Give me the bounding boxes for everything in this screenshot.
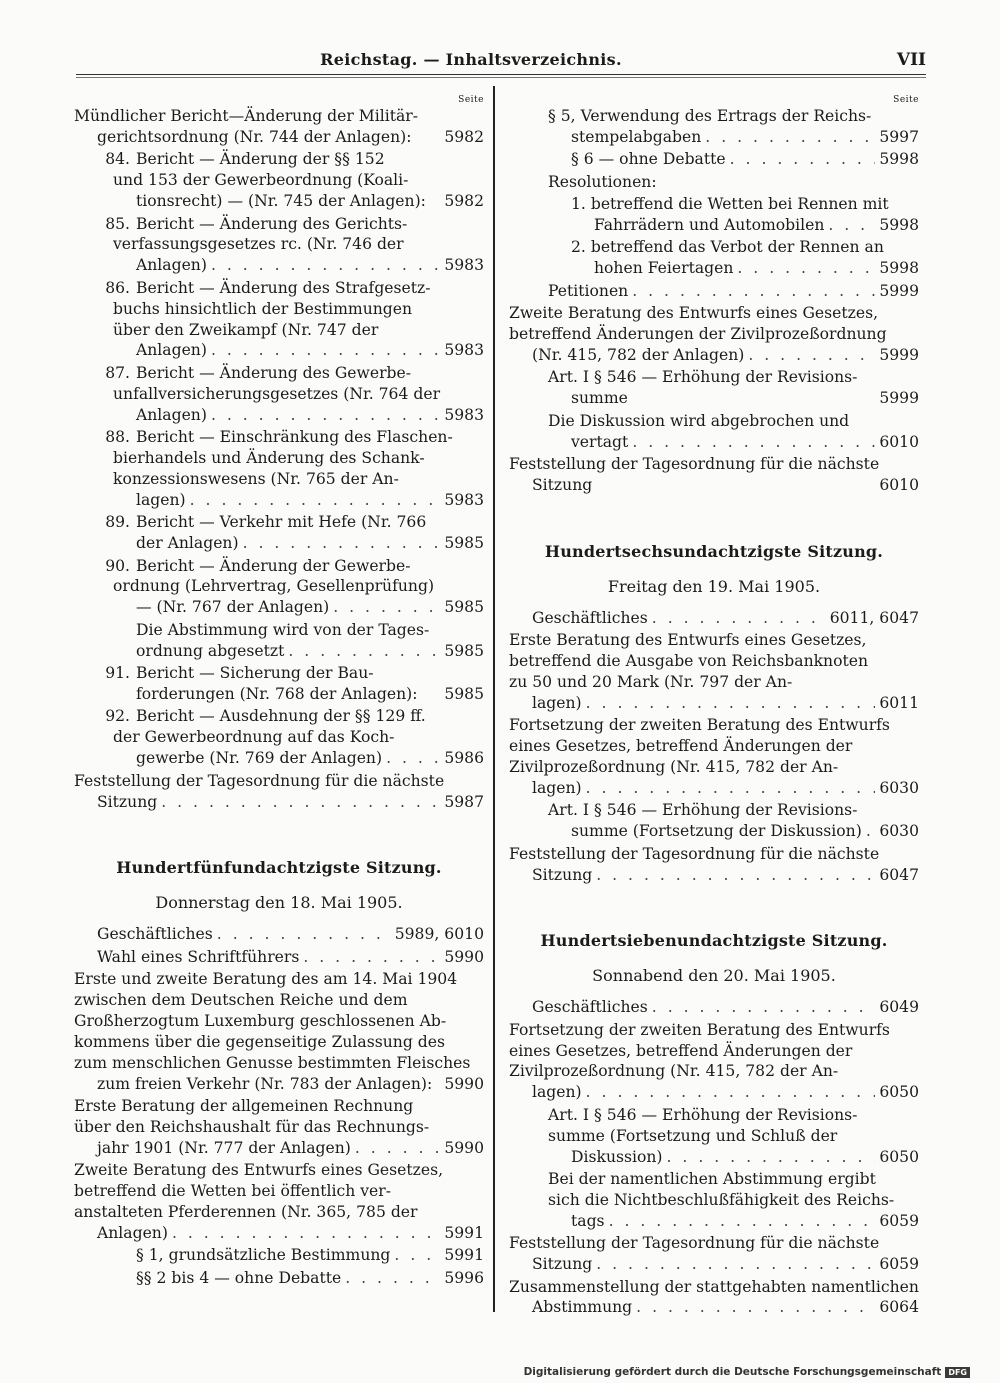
leader-dots [172,1223,440,1244]
leader-dots [190,490,441,511]
toc-entry: Fortsetzung der zweiten Beratung des Entwurfs eines Gesetzes, betreffend Änderungen der Zivilprozeßordnung (Nr. 415, 782 der An- lagen) . . . 6030 [509,715,919,799]
toc-entry: Feststellung der Tagesordnung für die nächste Sitzung . . . 6059 [509,1233,919,1275]
page-ref: 5997 [879,127,919,146]
page-ref: 6010 [879,432,919,451]
toc-entry: Feststellung der Tagesordnung für die nächste Sitzung . . . 6047 [509,844,919,886]
session-heading: Hundertfünfundachtzigste Sitzung. [116,858,442,878]
session-date: Freitag den 19. Mai 1905. [607,576,821,596]
dfg-logo: DFG [945,1367,970,1378]
page-ref: 5999 [879,389,919,408]
page-ref: 5982 [444,192,484,211]
leader-dots [705,127,875,148]
report-number: 90. [105,556,130,575]
leader-dots [355,1138,440,1159]
toc-subentry: Die Abstimmung wird von der Tages- ordnung abgesetzt . . . 5985 [74,620,484,662]
left-column [74,94,484,1290]
footer-text: Digitalisierung gefördert durch die Deutsche Forschungsgemeinschaft [523,1366,942,1378]
leader-dots [586,1082,876,1103]
page-ref: 5983 [444,405,484,424]
page-ref: 5998 [879,150,919,169]
page-ref: 5987 [444,792,484,811]
leader-dots [737,258,875,279]
page-ref: 6030 [879,778,919,797]
leader-dots [211,405,440,426]
report-number: 85. [105,214,130,233]
session-heading: Hundertsiebenundachtzigste Sitzung. [540,931,888,951]
leader-dots [609,1211,876,1232]
toc-subentry: 2. betreffend das Verbot der Rennen an hohen Feiertagen . . . 5998 [509,237,919,279]
toc-subentry: Petitionen . . . 5999 [509,281,919,302]
column-divider [493,86,495,1312]
seite-label: Seite [458,95,484,105]
page-ref: 6011 [879,693,919,712]
toc-subentry: § 1, grundsätzliche Bestimmung . . . 5991 [74,1245,484,1266]
report-entry: Mündlicher Bericht—Änderung der Militär- gerichtsordnung (Nr. 744 der Anlagen): 5982 [74,107,484,146]
page-ref: 6011, 6047 [829,608,919,627]
page-ref: 5998 [879,216,919,235]
report-entry: 90. Bericht — Änderung der Gewerbe- ordnung (Lehrvertrag, Gesellenprüfung) — (Nr. 767 der Anlagen) . . . 5985 [74,556,484,619]
report-entry: 85. Bericht — Änderung des Gerichts- verfassungsgesetzes rc. (Nr. 746 der Anlagen) . . . 5983 [74,214,484,277]
session-heading: Hundertsechsundachtzigste Sitzung. [544,541,884,561]
leader-dots [596,1254,875,1275]
leader-dots [161,792,440,813]
leader-dots [333,597,440,618]
toc-entry: Geschäftliches . . . 6011, 6047 [509,608,919,629]
report-entry: 84. Bericht — Änderung der §§ 152 und 153 der Gewerbeordnung (Koali- tionsrecht) — (Nr. 745 der Anlagen): 5982 [74,149,484,212]
leader-dots [866,821,875,842]
toc-entry: Erste Beratung des Entwurfs eines Gesetzes, betreffend die Ausgabe von Reichsbanknoten zu 50 und 20 Mark (Nr. 797 der An- lagen) . . . 6011 [509,630,919,714]
header-rule [76,74,926,75]
page-ref: 5990 [444,1074,484,1093]
page-ref: 6047 [879,865,919,884]
leader-dots [632,281,875,302]
page-ref: 5983 [444,256,484,275]
toc-subentry: §§ 2 bis 4 — ohne Debatte . . . 5996 [74,1268,484,1289]
page-ref: 6050 [879,1083,919,1102]
report-number: 91. [105,664,130,683]
header-rule-thin [76,77,926,78]
leader-dots [394,1245,440,1266]
page-ref: 5985 [444,641,484,660]
leader-dots [632,432,875,453]
leader-dots [636,1297,875,1318]
page-ref: 6050 [879,1147,919,1166]
page-ref: 6030 [879,822,919,841]
page-ref: 5985 [444,684,484,703]
page-ref: 5991 [444,1223,484,1242]
report-entry: 92. Bericht — Ausdehnung der §§ 129 ff. der Gewerbeordnung auf das Koch- gewerbe (Nr. 769 der Anlagen) . . . 5986 [74,706,484,769]
leader-dots [243,533,441,554]
toc-entry: Erste und zweite Beratung des am 14. Mai 1904 zwischen dem Deutschen Reiche und dem Großherzogtum Luxemburg geschlossenen Ab- kommens über die gegenseitige Zulassung des zum menschlichen Genusse bestimmten Fleisches zum freien Verkehr (Nr. 783 der Anlagen): 5990 [74,970,484,1093]
report-entry: 89. Bericht — Verkehr mit Hefe (Nr. 766 der Anlagen) . . . 5985 [74,512,484,554]
page-ref: 6010 [879,475,919,494]
page-ref: 5989, 6010 [394,925,484,944]
toc-entry: Fortsetzung der zweiten Beratung des Entwurfs eines Gesetzes, betreffend Änderungen der Zivilprozeßordnung (Nr. 415, 782 der An- lagen) . . . 6050 [509,1020,919,1104]
right-column [509,94,919,1320]
report-number: 92. [105,707,130,726]
page-ref: 5998 [879,259,919,278]
session-date: Donnerstag den 18. Mai 1905. [155,893,403,913]
leader-dots [211,255,440,276]
session-date: Sonnabend den 20. Mai 1905. [592,966,836,986]
toc-entry: Zusammenstellung der stattgehabten namentlichen Abstimmung . . . 6064 [509,1277,919,1319]
page-ref: 5990 [444,947,484,966]
report-number: 86. [105,278,130,297]
page-ref: 5982 [444,127,484,146]
toc-entry: Geschäftliches . . . 5989, 6010 [74,924,484,945]
page-ref: 5991 [444,1246,484,1265]
report-entry: 91. Bericht — Sicherung der Bau- forderungen (Nr. 768 der Anlagen): 5985 [74,663,484,705]
page-ref: 5983 [444,490,484,509]
leader-dots [828,215,875,236]
toc-entry: Wahl eines Schriftführers . . . 5990 [74,947,484,968]
report-number: 87. [105,363,130,382]
toc-subentry: § 5, Verwendung des Ertrags der Reichs- stempelabgaben . . . 5997 [509,106,919,148]
leader-dots [748,345,875,366]
leader-dots [211,340,440,361]
toc-subentry: Art. I § 546 — Erhöhung der Revisions- summe (Fortsetzung der Diskussion) . . . 6030 [509,800,919,842]
toc-entry: Zweite Beratung des Entwurfs eines Gesetzes, betreffend die Wetten bei öffentlich ver- anstalteten Pferderennen (Nr. 365, 785 der Anlagen) . . . 5991 [74,1160,484,1244]
report-list [74,106,484,769]
footer-credit [524,1366,970,1378]
toc-subentry: Art. I § 546 — Erhöhung der Revisions- summe (Fortsetzung und Schluß der Diskussion) . . . 6050 [509,1105,919,1168]
leader-dots [667,1147,876,1168]
toc-entry: Feststellung der Tagesordnung für die nächste Sitzung . . . 5987 [74,771,484,813]
leader-dots [652,608,826,629]
leader-dots [288,641,440,662]
report-entry: 88. Bericht — Einschränkung des Flaschen- bierhandels und Änderung des Schank- konzessionswesens (Nr. 765 der An- lagen) . . . 5983 [74,427,484,511]
leader-dots [730,149,876,170]
toc-entry: Geschäftliches . . . 6049 [509,997,919,1018]
leader-dots [586,693,876,714]
report-entry: 86. Bericht — Änderung des Strafgesetz- buchs hinsichtlich der Bestimmungen über den Zweikampf (Nr. 747 der Anlagen) . . . 5983 [74,278,484,362]
page-ref: 6059 [879,1211,919,1230]
page-ref: 5999 [879,281,919,300]
toc-subentry: Die Diskussion wird abgebrochen und vertagt . . . 6010 [509,411,919,453]
page-ref: 5986 [444,749,484,768]
page-ref: 5996 [444,1268,484,1287]
page-ref: 6064 [879,1298,919,1317]
page-number: VII [896,50,926,70]
page-ref: 5999 [879,345,919,364]
report-number: 88. [105,428,130,447]
toc-subentry: Art. I § 546 — Erhöhung der Revisions- summe 5999 [548,368,919,408]
page-ref: 5985 [444,598,484,617]
toc-entry: Zweite Beratung des Entwurfs eines Gesetzes, betreffend Änderungen der Zivilprozeßordnung (Nr. 415, 782 der Anlagen) . . . 5999 [509,303,919,366]
page-ref: 5983 [444,341,484,360]
toc-subentry: § 6 — ohne Debatte . . . 5998 [509,149,919,170]
page-header [76,50,926,72]
seite-label: Seite [893,95,919,105]
leader-dots [586,778,876,799]
toc-subentry: Bei der namentlichen Abstimmung ergibt sich die Nichtbeschlußfähigkeit des Reichs- tags . . . 6059 [509,1169,919,1232]
running-title: Reichstag. — Inhaltsverzeichnis. [320,50,622,69]
page-ref: 5990 [444,1138,484,1157]
report-number: 84. [105,150,130,169]
leader-dots [652,997,876,1018]
leader-dots [217,924,391,945]
leader-dots [345,1268,440,1289]
page-ref: 5985 [444,534,484,553]
page-ref: 6059 [879,1255,919,1274]
leader-dots [596,865,875,886]
resolutions-heading: Resolutionen: [548,172,657,191]
toc-entry: Erste Beratung der allgemeinen Rechnung über den Reichshaushalt für das Rechnungs- jahr 1901 (Nr. 777 der Anlagen) . . . 5990 [74,1096,484,1159]
leader-dots [386,748,440,769]
report-entry: 87. Bericht — Änderung des Gewerbe- unfallversicherungsgesetzes (Nr. 764 der Anlagen) . . . 5983 [74,363,484,426]
toc-subentry: 1. betreffend die Wetten bei Rennen mit Fahrrädern und Automobilen . . . 5998 [509,194,919,236]
leader-dots [303,947,440,968]
toc-entry: Feststellung der Tagesordnung für die nächste Sitzung 6010 [509,455,919,494]
report-number: 89. [105,513,130,532]
page-ref: 6049 [879,998,919,1017]
